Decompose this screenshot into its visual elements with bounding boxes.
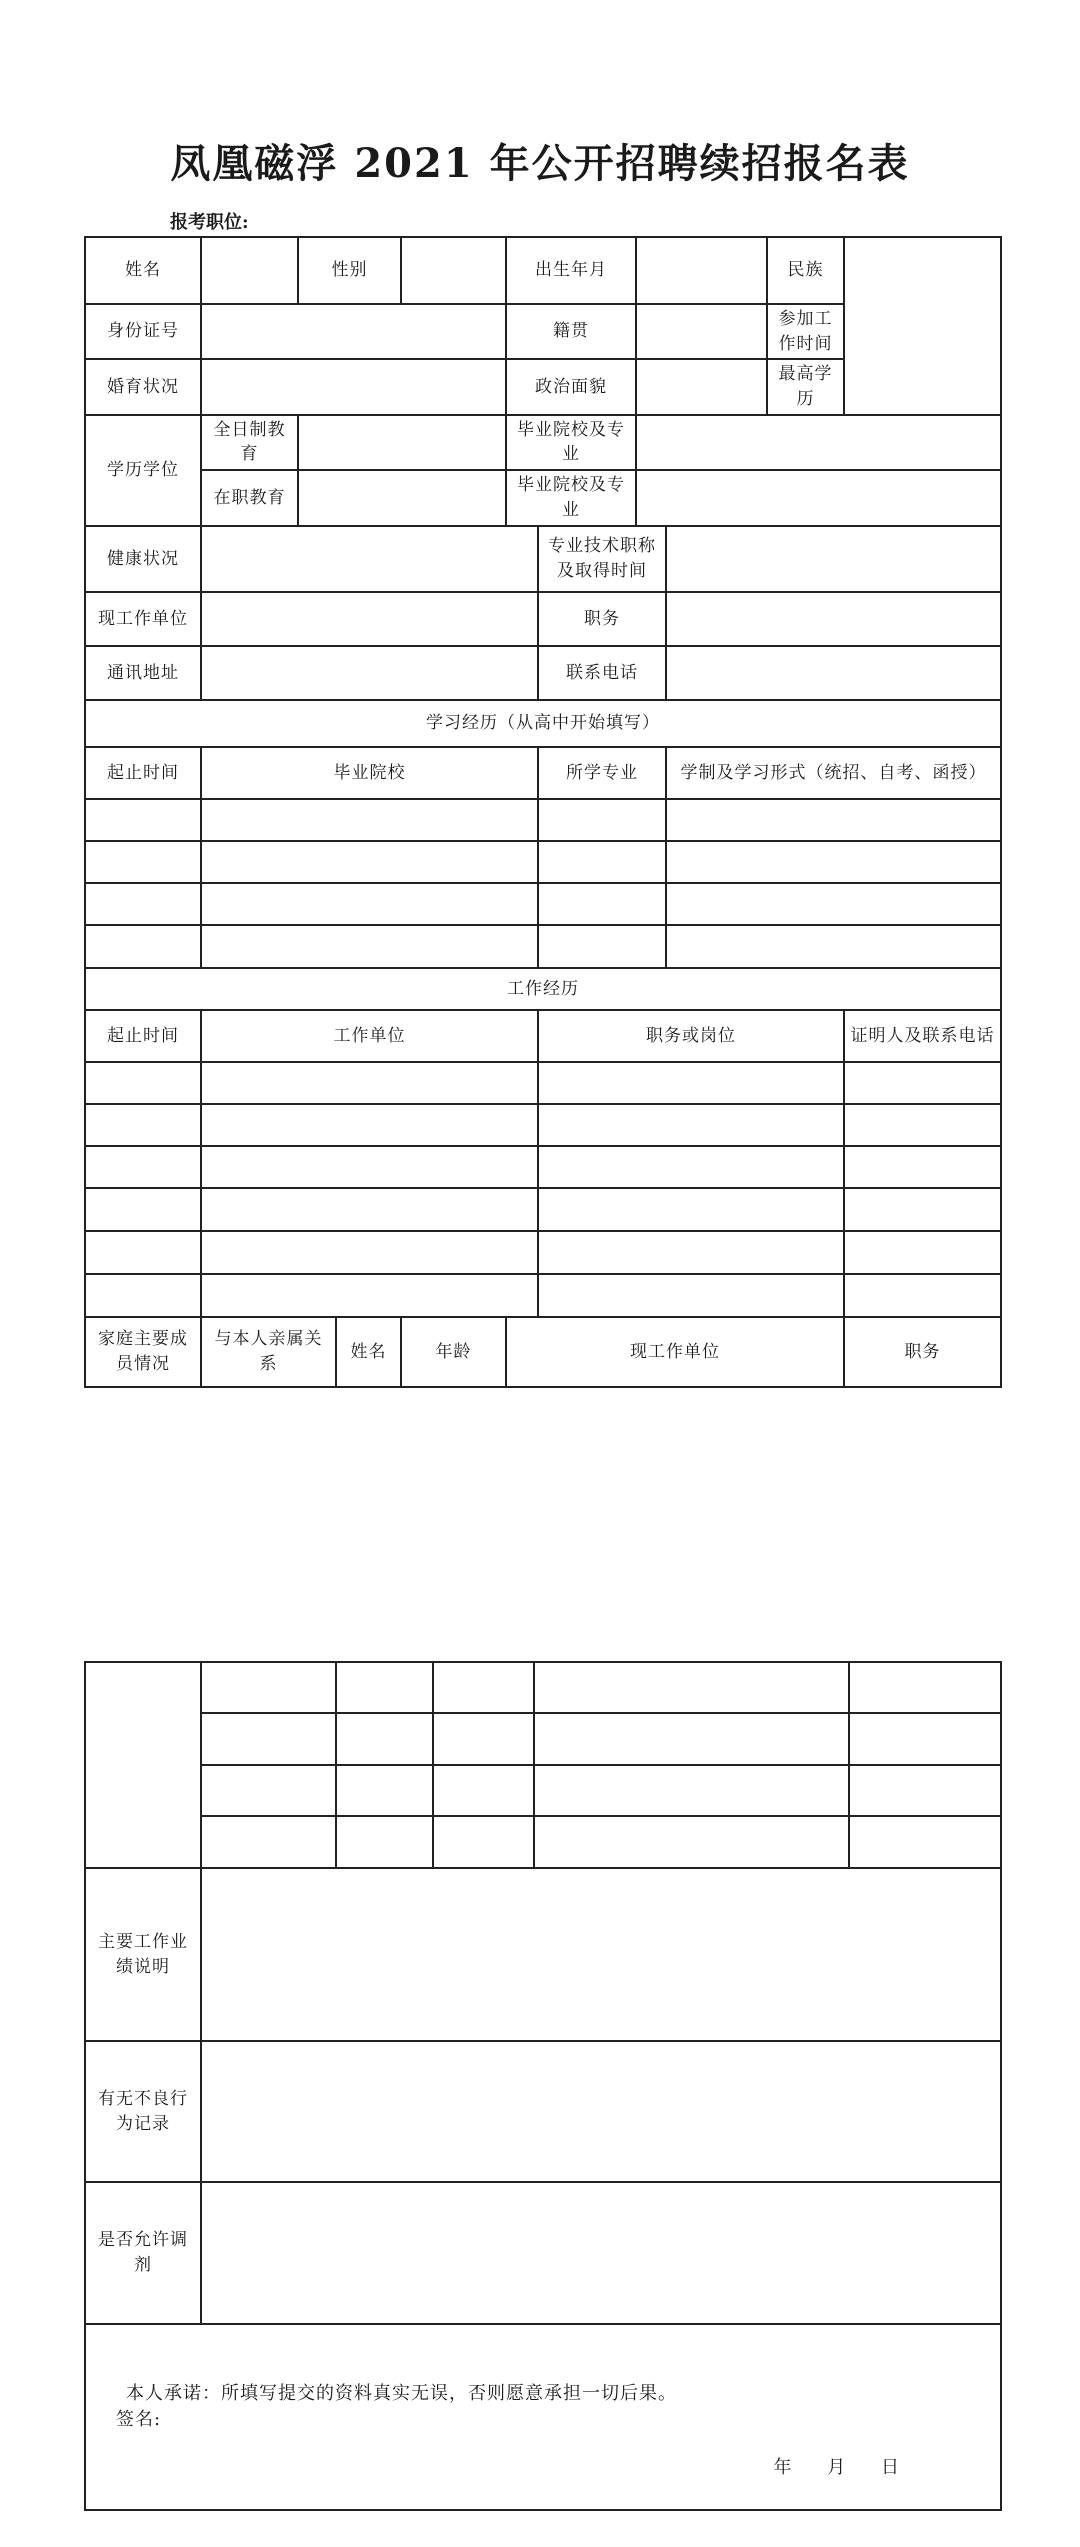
- table-row: [85, 799, 1001, 841]
- table-row: [85, 1713, 1001, 1765]
- work-col-period: 起止时间: [85, 1010, 201, 1062]
- work-col-reference: 证明人及联系电话: [844, 1010, 1001, 1062]
- fulltime-school-label: 毕业院校及专业: [506, 415, 636, 470]
- family-continued: [85, 1662, 201, 1868]
- table-row: [85, 841, 1001, 883]
- health-label: 健康状况: [85, 526, 201, 592]
- table-row: [85, 1662, 1001, 1713]
- gender-field[interactable]: [401, 237, 506, 304]
- signature-label: 签名:: [116, 2409, 162, 2431]
- study-col-form: 学制及学习形式（统招、自考、函授）: [666, 747, 1001, 799]
- study-heading: 学习经历（从高中开始填写）: [85, 700, 1001, 747]
- achievements-label: 主要工作业绩说明: [85, 1868, 201, 2041]
- family-col-name: 姓名: [336, 1317, 401, 1387]
- address-field[interactable]: [201, 646, 538, 700]
- political-field[interactable]: [636, 359, 767, 414]
- native-place-label: 籍贯: [506, 304, 636, 359]
- application-form-page2: [84, 1661, 1002, 2511]
- transfer-field[interactable]: [201, 2182, 1001, 2324]
- fulltime-label: 全日制教育: [201, 415, 298, 470]
- family-col-duty: 职务: [844, 1317, 1001, 1387]
- fulltime-field[interactable]: [298, 415, 506, 470]
- family-label: 家庭主要成员情况: [85, 1317, 201, 1387]
- employer-field[interactable]: [201, 592, 538, 646]
- table-row: [85, 1765, 1001, 1816]
- transfer-label: 是否允许调剂: [85, 2182, 201, 2324]
- table-row: [85, 1062, 1001, 1104]
- native-place-field[interactable]: [636, 304, 767, 359]
- pledge-section: [85, 2324, 1001, 2510]
- table-row: [85, 1231, 1001, 1274]
- name-field[interactable]: [201, 237, 298, 304]
- table-row: [85, 1104, 1001, 1146]
- study-col-period: 起止时间: [85, 747, 201, 799]
- photo-box[interactable]: [844, 237, 1001, 415]
- work-heading: 工作经历: [85, 968, 1001, 1010]
- gender-label: 性别: [298, 237, 401, 304]
- misconduct-label: 有无不良行为记录: [85, 2041, 201, 2182]
- parttime-label: 在职教育: [201, 470, 298, 526]
- id-label: 身份证号: [85, 304, 201, 359]
- position-label: 报考职位:: [170, 212, 249, 233]
- parttime-school-field[interactable]: [636, 470, 1001, 526]
- parttime-field[interactable]: [298, 470, 506, 526]
- table-row: [85, 1188, 1001, 1231]
- date-day: 日: [881, 2457, 900, 2479]
- title-time-field[interactable]: [666, 526, 1001, 592]
- table-row: [85, 1274, 1001, 1317]
- study-col-school: 毕业院校: [201, 747, 538, 799]
- work-start-label: 参加工作时间: [767, 304, 844, 359]
- birth-label: 出生年月: [506, 237, 636, 304]
- table-row: [85, 925, 1001, 968]
- family-col-relation: 与本人亲属关系: [201, 1317, 336, 1387]
- marital-label: 婚育状况: [85, 359, 201, 414]
- duty-field[interactable]: [666, 592, 1001, 646]
- title-time-label: 专业技术职称及取得时间: [538, 526, 666, 592]
- date-line: [86, 2455, 1000, 2481]
- parttime-school-label: 毕业院校及专业: [506, 470, 636, 526]
- degree-label: 学历学位: [85, 415, 201, 526]
- work-col-position: 职务或岗位: [538, 1010, 844, 1062]
- pledge-text: 本人承诺：所填写提交的资料真实无误，否则愿意承担一切后果。: [126, 2383, 677, 2404]
- family-col-employer: 现工作单位: [506, 1317, 844, 1387]
- address-label: 通讯地址: [85, 646, 201, 700]
- phone-field[interactable]: [666, 646, 1001, 700]
- date-month: 月: [827, 2457, 847, 2479]
- fulltime-school-field[interactable]: [636, 415, 1001, 470]
- employer-label: 现工作单位: [85, 592, 201, 646]
- work-col-employer: 工作单位: [201, 1010, 538, 1062]
- health-field[interactable]: [201, 526, 538, 592]
- form-title: 凤凰磁浮 2021 年公开招聘续招报名表: [170, 140, 910, 187]
- highest-edu-label: 最高学历: [767, 359, 844, 414]
- family-col-age: 年龄: [401, 1317, 506, 1387]
- table-row: [85, 1146, 1001, 1188]
- birth-field[interactable]: [636, 237, 767, 304]
- misconduct-field[interactable]: [201, 2041, 1001, 2182]
- name-label: 姓名: [85, 237, 201, 304]
- achievements-field[interactable]: [201, 1868, 1001, 2041]
- phone-label: 联系电话: [538, 646, 666, 700]
- table-row: [85, 883, 1001, 925]
- marital-field[interactable]: [201, 359, 506, 414]
- application-form-page1: [84, 236, 1002, 1388]
- id-field[interactable]: [201, 304, 506, 359]
- political-label: 政治面貌: [506, 359, 636, 414]
- ethnicity-label: 民族: [767, 237, 844, 304]
- table-row: [85, 1816, 1001, 1868]
- date-year: 年: [773, 2457, 793, 2479]
- duty-label: 职务: [538, 592, 666, 646]
- study-col-major: 所学专业: [538, 747, 666, 799]
